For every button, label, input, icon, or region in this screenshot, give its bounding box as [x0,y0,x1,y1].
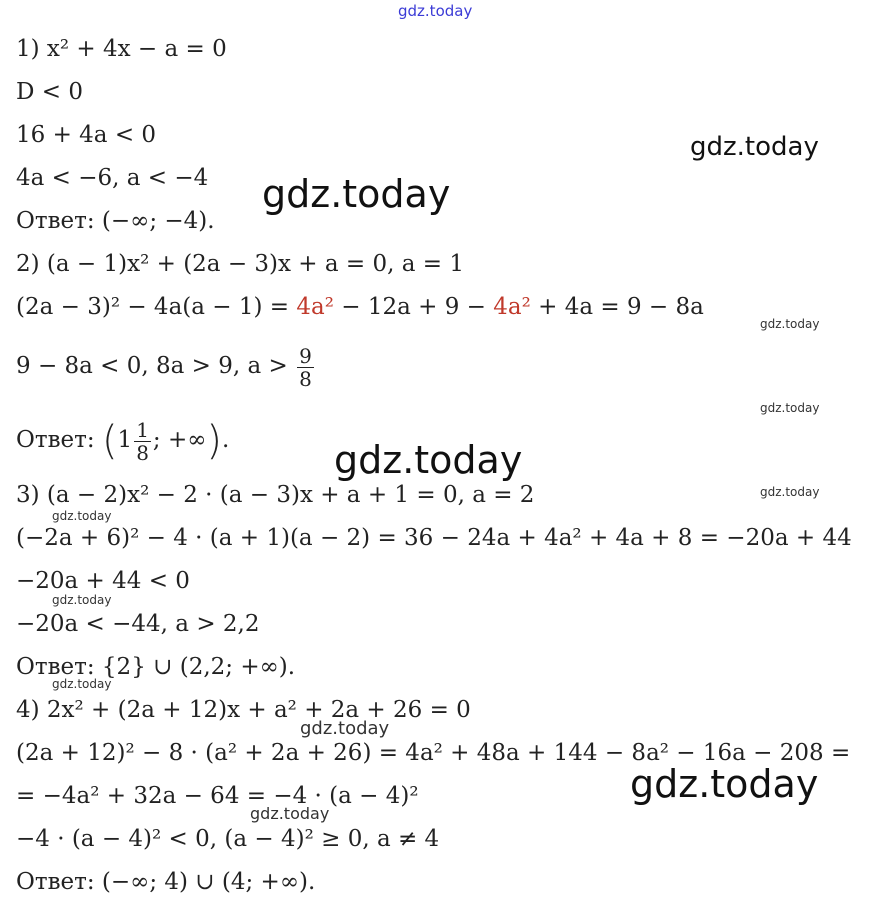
answer-2-rest: ; +∞ [152,427,207,453]
math-line-11: (−2a + 6)² − 4 · (a + 1)(a − 2) = 36 − 24a + 4a² + 4a + 8 = −20a + 44 [16,525,852,551]
watermark-center-3: gdz.today [630,762,819,806]
watermark-center-1: gdz.today [262,172,451,216]
math-line-2: D < 0 [16,79,83,105]
highlight-term-2: 4a² [493,294,531,320]
math-line-6: 2) (a − 1)x² + (2a − 3)x + a = 0, a = 1 [16,251,464,277]
answer-line-4: Ответ: (−∞; 4) ∪ (4; +∞). [16,869,316,895]
math-line-3: 16 + 4a < 0 [16,122,157,148]
math-line-12: −20a + 44 < 0 [16,568,190,594]
math-line-7-part-c: + 4a = 9 − 8a [530,294,704,320]
watermark-small-3: gdz.today [760,485,820,499]
mixed-number-whole: 1 [117,427,133,453]
paren-open: ( [101,418,118,464]
watermark-small-1: gdz.today [760,317,820,331]
highlight-term-1: 4a² [296,294,334,320]
answer-line-3: Ответ: {2} ∪ (2,2; +∞). [16,654,296,680]
math-line-4: 4a < −6, a < −4 [16,165,209,191]
math-line-18: −4 · (a − 4)² < 0, (a − 4)² ≥ 0, a ≠ 4 [16,826,440,852]
watermark-small-2: gdz.today [760,401,820,415]
answer-line-2: Ответ: (1 $\frac{1}{8}$ ; +∞). [16,417,230,465]
watermark-small-8: gdz.today [250,804,330,823]
fraction-nine-eighths [297,345,314,390]
watermark-right-large: gdz.today [690,132,819,162]
math-line-17: = −4a² + 32a − 64 = −4 · (a − 4)² [16,783,419,809]
watermark-top: gdz.today [398,2,473,20]
answer-2-label: Ответ: [16,427,95,453]
watermark-small-4: gdz.today [52,509,112,523]
watermark-center-2: gdz.today [334,438,523,482]
math-line-7-part-a: (2a − 3)² − 4a(a − 1) = [16,294,297,320]
math-line-16: (2a + 12)² − 8 · (a² + 2a + 26) = 4a² + 48a + 144 − 8a² − 16a − 208 = [16,740,851,766]
math-line-10: 3) (a − 2)x² − 2 · (a − 3)x + a + 1 = 0, a = 2 [16,482,535,508]
fraction-denominator: 8 [136,440,149,465]
fraction-numerator: 1 [136,417,149,442]
watermark-small-5: gdz.today [52,593,112,607]
watermark-small-6: gdz.today [52,677,112,691]
paren-close: ) [206,418,223,464]
fraction-one-eighth [134,419,151,464]
math-line-8-text: 9 − 8a < 0, 8a > 9, a > [16,353,288,379]
math-line-7 [16,292,704,322]
fraction-denominator: 8 [299,366,312,391]
watermark-small-7: gdz.today [300,718,390,739]
math-line-8 [16,338,316,394]
math-line-13: −20a < −44, a > 2,2 [16,611,260,637]
fraction-numerator: 9 [299,343,312,368]
math-line-15: 4) 2x² + (2a + 12)x + a² + 2a + 26 = 0 [16,697,471,723]
answer-line-1: Ответ: (−∞; −4). [16,208,215,234]
math-line-1: 1) x² + 4x − a = 0 [16,36,227,62]
math-line-7-part-b: − 12a + 9 − [333,294,494,320]
